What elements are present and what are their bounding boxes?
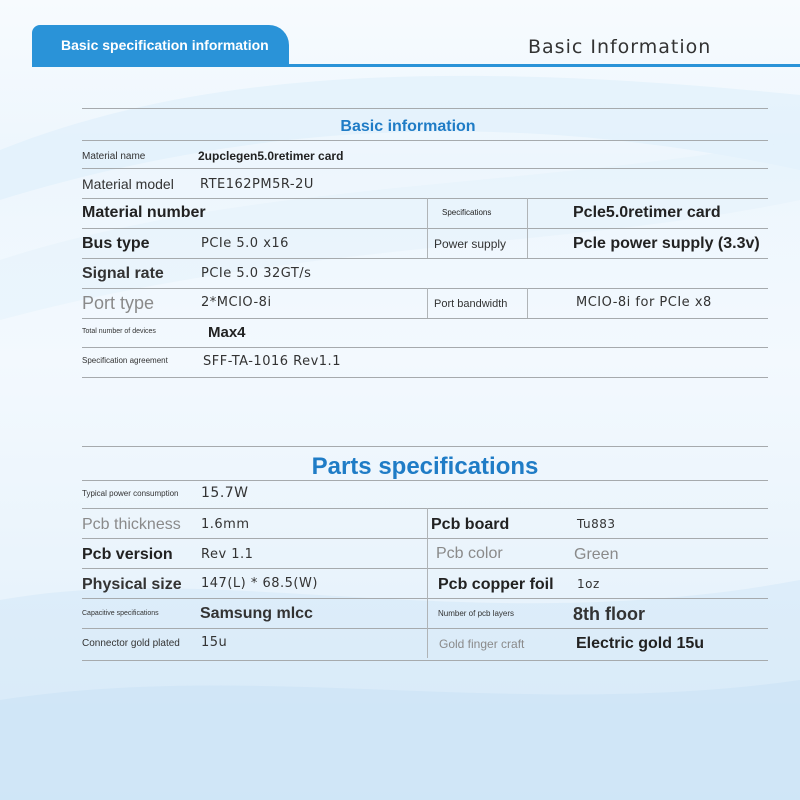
divider bbox=[82, 660, 768, 661]
material-number-label: Material number bbox=[82, 204, 206, 221]
spec-agreement-value: SFF-TA-1016 Rev1.1 bbox=[203, 354, 341, 369]
power-value: 15.7W bbox=[201, 485, 249, 501]
pcb-version-value: Rev 1.1 bbox=[201, 547, 254, 562]
gold-finger-label: Gold finger craft bbox=[439, 637, 525, 651]
capacitive-label: Capacitive specifications bbox=[82, 610, 159, 617]
divider bbox=[427, 598, 428, 628]
divider bbox=[427, 628, 428, 658]
divider bbox=[427, 538, 428, 568]
pcb-copper-foil-label: Pcb copper foil bbox=[438, 576, 554, 593]
bus-type-label: Bus type bbox=[82, 235, 150, 252]
page-title: Basic Information bbox=[528, 36, 712, 58]
parts-spec-title: Parts specifications bbox=[311, 453, 539, 480]
divider bbox=[427, 568, 428, 598]
divider bbox=[82, 446, 768, 447]
pcb-thickness-label: Pcb thickness bbox=[82, 516, 181, 533]
gold-finger-value: Electric gold 15u bbox=[576, 635, 705, 652]
pcb-color-value: Green bbox=[574, 546, 619, 563]
divider bbox=[82, 480, 768, 481]
pcb-board-value: Tu883 bbox=[577, 517, 616, 531]
power-label: Typical power consumption bbox=[82, 489, 179, 498]
port-type-label: Port type bbox=[82, 293, 155, 313]
pcb-layers-value: 8th floor bbox=[573, 604, 645, 624]
connector-label: Connector gold plated bbox=[82, 638, 180, 649]
physical-size-label: Physical size bbox=[82, 576, 182, 593]
total-devices-value: Max4 bbox=[208, 324, 246, 341]
divider bbox=[82, 598, 768, 599]
material-name-value: 2upclegen5.0retimer card bbox=[198, 149, 344, 163]
connector-value: 15u bbox=[201, 635, 228, 650]
port-bandwidth-label: Port bandwidth bbox=[434, 298, 508, 310]
pcb-copper-foil-value: 1oz bbox=[577, 577, 600, 591]
specifications-label: Specifications bbox=[442, 208, 492, 217]
divider bbox=[427, 508, 428, 538]
basic-info-title: Basic information bbox=[340, 118, 476, 135]
physical-size-value: 147(L) * 68.5(W) bbox=[201, 576, 318, 591]
pcb-version-label: Pcb version bbox=[82, 546, 173, 563]
port-bandwidth-value: MCIO-8i for PCIe x8 bbox=[576, 295, 712, 310]
power-supply-value: Pcle power supply (3.3v) bbox=[573, 235, 760, 252]
pcb-layers-label: Number of pcb layers bbox=[438, 609, 515, 618]
specifications-value: Pcle5.0retimer card bbox=[573, 204, 721, 221]
material-model-label: Material model bbox=[82, 176, 174, 192]
spec-agreement-label: Specification agreement bbox=[82, 356, 168, 365]
divider bbox=[82, 538, 768, 539]
divider bbox=[82, 508, 768, 509]
total-devices-label: Total number of devices bbox=[82, 328, 156, 335]
divider bbox=[82, 628, 768, 629]
port-type-value: 2*MCIO-8i bbox=[201, 295, 272, 310]
bus-type-value: PCIe 5.0 x16 bbox=[201, 236, 289, 251]
signal-rate-value: PCIe 5.0 32GT/s bbox=[201, 266, 312, 281]
power-supply-label: Power supply bbox=[434, 237, 507, 251]
pcb-thickness-value: 1.6mm bbox=[201, 517, 250, 532]
material-name-label: Material name bbox=[82, 151, 146, 162]
header-tab-label: Basic specification information bbox=[61, 37, 269, 53]
divider bbox=[82, 568, 768, 569]
capacitive-value: Samsung mlcc bbox=[200, 605, 313, 622]
material-model-value: RTE162PM5R-2U bbox=[200, 177, 314, 192]
pcb-board-label: Pcb board bbox=[431, 516, 510, 533]
pcb-color-label: Pcb color bbox=[436, 545, 503, 562]
signal-rate-label: Signal rate bbox=[82, 265, 164, 282]
